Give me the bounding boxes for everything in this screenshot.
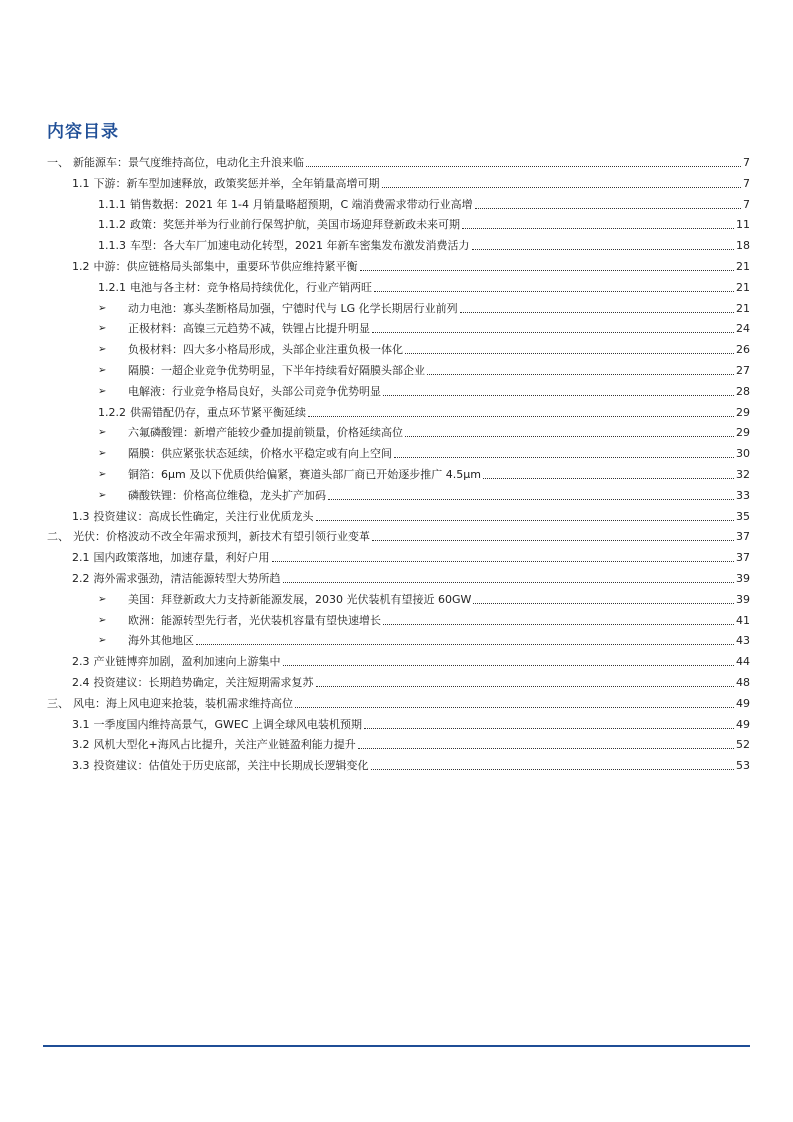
dot-leader xyxy=(295,707,734,708)
toc-entry-title: 海外需求强劲，清洁能源转型大势所趋 xyxy=(93,572,281,585)
arrow-bullet-icon: ➢ xyxy=(98,593,107,605)
toc-entry-number: 三、 xyxy=(47,696,69,710)
toc-entry-title: 投资建议：长期趋势确定，关注短期需求复苏 xyxy=(93,676,314,689)
toc-entry-title: 电解液：行业竞争格局良好，头部公司竞争优势明显 xyxy=(128,384,381,398)
toc-entry-number: 3.2 xyxy=(72,738,90,752)
dot-leader xyxy=(364,728,734,729)
arrow-bullet-icon: ➢ xyxy=(98,323,107,335)
dot-leader xyxy=(283,582,735,583)
toc-entry-title: 下游：新车型加速释放，政策奖惩并举，全年销量高增可期 xyxy=(93,176,380,190)
toc-entry[interactable] xyxy=(98,612,750,628)
toc-entry[interactable] xyxy=(72,570,750,586)
toc-entry-title: 供需错配仍存，重点环节紧平衡延续 xyxy=(130,405,306,419)
toc-entry-page: 37 xyxy=(736,551,750,565)
dot-leader xyxy=(308,416,734,417)
dot-leader xyxy=(358,748,734,749)
dot-leader xyxy=(283,665,735,666)
toc-entry-title: 美国：拜登新政大力支持新能源发展，2030 光伏装机有望接近 60GW xyxy=(128,592,472,606)
toc-entry[interactable] xyxy=(98,383,750,399)
dot-leader xyxy=(383,624,734,625)
toc-entry[interactable] xyxy=(98,279,750,295)
toc-entry-number: 1.1 xyxy=(72,176,90,190)
toc-entry-page: 29 xyxy=(736,426,750,440)
toc-entry-title: 投资建议：估值处于历史底部，关注中长期成长逻辑变化 xyxy=(93,759,369,773)
toc-entry[interactable] xyxy=(98,341,750,357)
toc-entry-title: 国内政策落地，加速存量，利好户用 xyxy=(93,551,270,565)
toc-entry-page: 52 xyxy=(736,738,750,752)
dot-leader xyxy=(328,499,734,500)
toc-entry-page: 48 xyxy=(736,676,750,689)
arrow-bullet-icon: ➢ xyxy=(98,302,107,314)
toc-entry-page: 21 xyxy=(736,260,750,273)
toc-entry-title: 一季度国内维持高景气，GWEC 上调全球风电装机预期 xyxy=(93,717,363,731)
dot-leader xyxy=(374,291,734,292)
toc-entry[interactable] xyxy=(98,404,750,420)
arrow-bullet-icon: ➢ xyxy=(98,635,107,647)
toc-entry-title: 风电：海上风电迎来抢装，装机需求维持高位 xyxy=(73,696,293,710)
arrow-bullet-icon: ➢ xyxy=(98,469,107,480)
toc-entry-page: 32 xyxy=(736,468,750,481)
dot-leader xyxy=(394,457,734,458)
toc-entry[interactable] xyxy=(98,320,750,336)
toc-entry-page: 24 xyxy=(736,322,750,336)
toc-entry[interactable] xyxy=(72,549,750,565)
footer-divider xyxy=(43,1045,750,1047)
toc-entry[interactable] xyxy=(98,237,750,253)
toc-entry-number: 3.3 xyxy=(72,759,90,773)
toc-entry[interactable] xyxy=(72,757,750,773)
toc-entry-page: 49 xyxy=(736,696,750,710)
toc-entry-title: 投资建议：高成长性确定，关注行业优质龙头 xyxy=(93,509,314,523)
dot-leader xyxy=(405,353,734,354)
toc-entry-number: 3.1 xyxy=(72,717,90,731)
toc-entry-page: 11 xyxy=(736,218,750,232)
toc-entry-page: 43 xyxy=(736,634,750,648)
toc-entry-number: 2.4 xyxy=(72,676,90,689)
arrow-bullet-icon: ➢ xyxy=(98,489,107,501)
toc-entry-page: 7 xyxy=(743,156,750,169)
toc-entry-number: 2.2 xyxy=(72,572,90,585)
dot-leader xyxy=(372,540,734,541)
toc-entry-page: 49 xyxy=(736,717,750,731)
toc-entry-title: 欧洲：能源转型先行者，光伏装机容量有望快速增长 xyxy=(128,613,381,627)
dot-leader xyxy=(196,644,734,645)
toc-entry-number: 2.1 xyxy=(72,551,90,565)
toc-entry-number: 1.3 xyxy=(72,509,90,523)
toc-entry[interactable] xyxy=(47,528,750,544)
toc-entry[interactable] xyxy=(98,362,750,378)
toc-entry-title: 中游：供应链格局头部集中，重要环节供应维持紧平衡 xyxy=(93,260,358,273)
toc-entry[interactable] xyxy=(72,258,750,274)
toc-entry[interactable] xyxy=(98,445,750,461)
dot-leader xyxy=(372,332,734,333)
toc-entry-title: 产业链博弈加剧，盈利加速向上游集中 xyxy=(93,655,281,669)
toc-entry[interactable] xyxy=(98,632,750,648)
dot-leader xyxy=(382,187,742,188)
toc-entry-title: 风机大型化+海风占比提升，关注产业链盈利能力提升 xyxy=(93,738,356,752)
dot-leader xyxy=(306,166,741,167)
arrow-bullet-icon: ➢ xyxy=(98,365,107,376)
toc-entry-number: 二、 xyxy=(47,530,69,544)
toc-entry-number: 1.2 xyxy=(72,260,90,273)
dot-leader xyxy=(483,478,734,479)
dot-leader xyxy=(360,270,735,271)
dot-leader xyxy=(460,312,734,313)
toc-entry-title: 负极材料：四大多小格局形成，头部企业注重负极一体化 xyxy=(128,343,403,357)
toc-entry[interactable] xyxy=(72,736,750,752)
toc-entry-page: 21 xyxy=(736,301,750,315)
dot-leader xyxy=(462,228,734,229)
dot-leader xyxy=(472,249,735,250)
arrow-bullet-icon: ➢ xyxy=(98,385,107,397)
toc-entry[interactable] xyxy=(98,591,750,607)
toc-entry[interactable] xyxy=(47,154,750,170)
toc-entry-page: 39 xyxy=(736,592,750,606)
toc-entry[interactable] xyxy=(98,196,750,212)
toc-entry-page: 21 xyxy=(736,280,750,294)
toc-entry-number: 1.2.2 xyxy=(98,405,126,419)
toc-entry-number: 1.1.3 xyxy=(98,239,126,253)
dot-leader xyxy=(405,436,734,437)
toc-entry[interactable] xyxy=(47,695,750,711)
dot-leader xyxy=(427,374,734,375)
arrow-bullet-icon: ➢ xyxy=(98,448,107,460)
toc-entry-title: 销售数据：2021 年 1-4 月销量略超预期，C 端消费需求带动行业高增 xyxy=(130,197,473,211)
toc-entry-page: 35 xyxy=(736,509,750,523)
toc-entry[interactable] xyxy=(72,175,750,191)
toc-title: 内容目录 xyxy=(47,122,119,142)
toc-entry-title: 车型：各大车厂加速电动化转型，2021 年新车密集发布激发消费活力 xyxy=(130,239,470,253)
toc-entry-page: 39 xyxy=(736,572,750,585)
toc-entry-title: 海外其他地区 xyxy=(128,634,194,648)
toc-entry-title: 新能源车：景气度维持高位，电动化主升浪来临 xyxy=(73,156,304,169)
toc-entry-page: 37 xyxy=(736,530,750,544)
dot-leader xyxy=(316,520,735,521)
toc-entry-number: 1.1.2 xyxy=(98,218,126,232)
toc-entry-number: 1.1.1 xyxy=(98,197,126,211)
toc-entry-title: 动力电池：寡头垄断格局加强，宁德时代与 LG 化学长期居行业前列 xyxy=(128,301,458,315)
arrow-bullet-icon: ➢ xyxy=(98,427,107,439)
toc-entry-page: 33 xyxy=(736,488,750,502)
toc-entry[interactable] xyxy=(72,716,750,732)
toc-entry-page: 28 xyxy=(736,384,750,398)
toc-entry-number: 一、 xyxy=(47,156,69,169)
toc-entry-page: 30 xyxy=(736,447,750,461)
toc-entry-page: 7 xyxy=(743,176,750,190)
toc-entry[interactable] xyxy=(72,653,750,669)
toc-entry-title: 政策：奖惩并举为行业前行保驾护航，美国市场迎拜登新政未来可期 xyxy=(130,218,460,232)
toc-entry[interactable] xyxy=(98,466,750,482)
dot-leader xyxy=(316,686,735,687)
toc-entry-title: 正极材料：高镍三元趋势不减，铁锂占比提升明显 xyxy=(128,322,370,336)
toc-entry-page: 41 xyxy=(736,613,750,627)
dot-leader xyxy=(473,603,734,604)
toc-entry-page: 44 xyxy=(736,655,750,669)
dot-leader xyxy=(383,395,734,396)
arrow-bullet-icon: ➢ xyxy=(98,344,107,356)
toc-entry-page: 53 xyxy=(736,759,750,773)
toc-entry-title: 铜箔：6μm 及以下优质供给偏紧，赛道头部厂商已开始逐步推广 4.5μm xyxy=(128,468,481,481)
toc-entry-title: 电池与各主材：竞争格局持续优化，行业产销两旺 xyxy=(130,280,372,294)
toc-entry-title: 隔膜：供应紧张状态延续，价格水平稳定或有向上空间 xyxy=(128,447,392,461)
toc-entry-page: 18 xyxy=(736,239,750,253)
toc-entry[interactable] xyxy=(98,487,750,503)
toc-entry-page: 29 xyxy=(736,405,750,419)
dot-leader xyxy=(475,208,741,209)
toc-entry-page: 7 xyxy=(743,197,750,211)
toc-entry-page: 27 xyxy=(736,364,750,377)
toc-entry-page: 26 xyxy=(736,343,750,357)
toc-entry[interactable] xyxy=(98,300,750,316)
toc-entry-title: 隔膜：一超企业竞争优势明显，下半年持续看好隔膜头部企业 xyxy=(128,364,425,377)
toc-entry-title: 光伏：价格波动不改全年需求预判，新技术有望引领行业变革 xyxy=(73,530,370,544)
toc-entry[interactable] xyxy=(72,674,750,690)
dot-leader xyxy=(272,561,735,562)
toc-entry[interactable] xyxy=(98,216,750,232)
arrow-bullet-icon: ➢ xyxy=(98,614,107,626)
toc-entry-number: 1.2.1 xyxy=(98,280,126,294)
toc-entry[interactable] xyxy=(98,424,750,440)
toc-entry-number: 2.3 xyxy=(72,655,90,669)
toc-entry-title: 六氟磷酸锂：新增产能较少叠加提前锁量，价格延续高位 xyxy=(128,426,403,440)
toc-entry-title: 磷酸铁锂：价格高位维稳，龙头扩产加码 xyxy=(128,488,326,502)
dot-leader xyxy=(371,769,735,770)
toc-entry[interactable] xyxy=(72,508,750,524)
